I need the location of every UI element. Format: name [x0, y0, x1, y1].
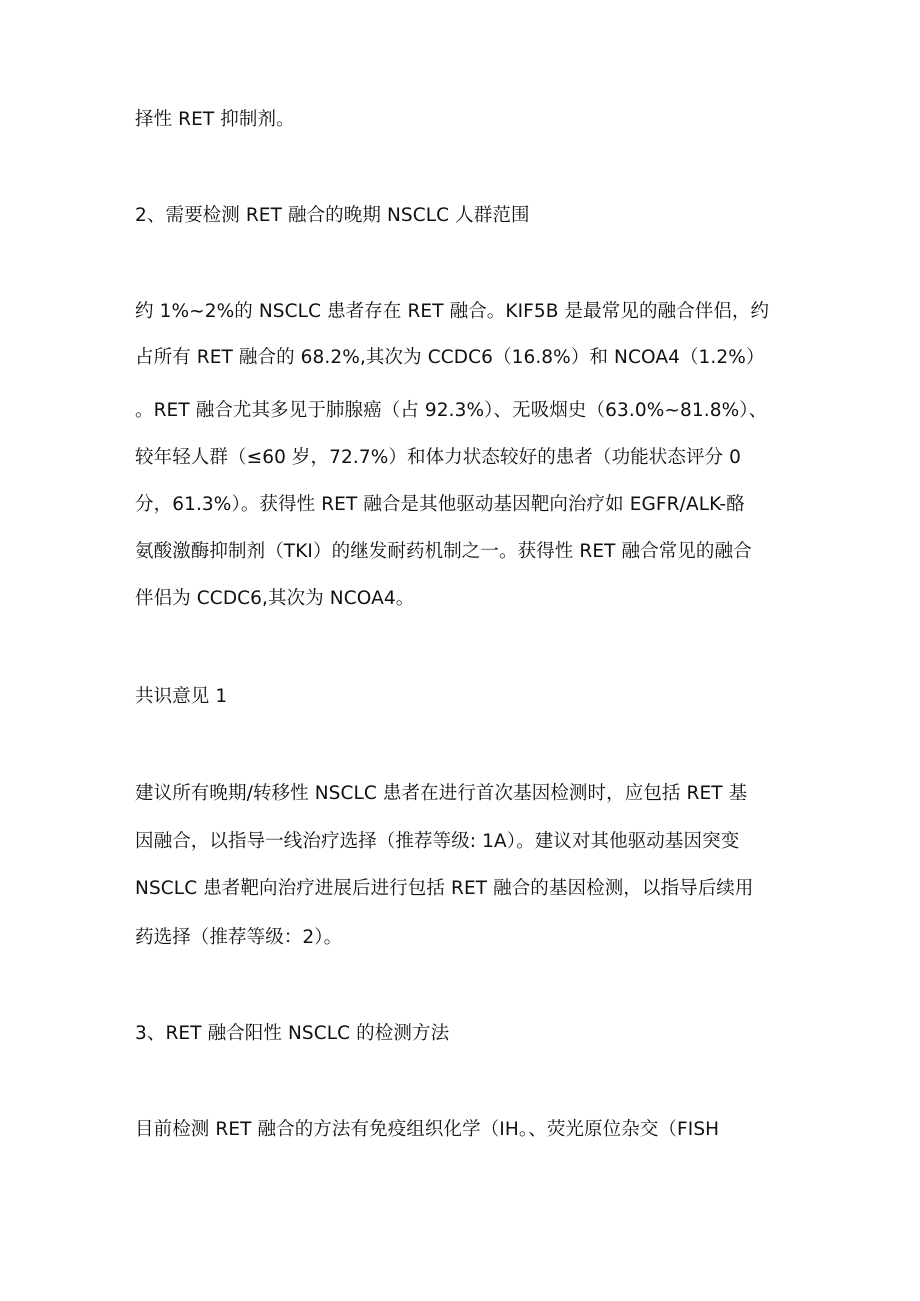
- consensus-heading: 共识意见 1: [135, 686, 228, 707]
- paragraph-line: 目前检测 RET 融合的方法有免疫组织化学（IH。、荧光原位杂交（FISH: [135, 1119, 720, 1140]
- paragraph-line: 较年轻人群（≤60 岁，72.7%）和体力状态较好的患者（功能状态评分 0: [135, 447, 742, 468]
- paragraph-line: 约 1%~2%的 NSCLC 患者存在 RET 融合。KIF5B 是最常见的融合伴侣，约: [135, 301, 770, 322]
- paragraph-line: 分，61.3%）。获得性 RET 融合是其他驱动基因靶向治疗如 EGFR/ALK-酪: [135, 494, 745, 515]
- paragraph-line: 氨酸激酶抑制剂（TKI）的继发耐药机制之一。获得性 RET 融合常见的融合: [135, 541, 752, 562]
- section-heading: 3、RET 融合阳性 NSCLC 的检测方法: [135, 1023, 450, 1044]
- paragraph-line: 伴侣为 CCDC6,其次为 NCOA4。: [135, 588, 415, 609]
- paragraph-line: 药选择（推荐等级：2）。: [135, 927, 343, 948]
- paragraph-line: 建议所有晚期/转移性 NSCLC 患者在进行首次基因检测时，应包括 RET 基: [135, 783, 748, 804]
- paragraph-line: 因融合，以指导一线治疗选择（推荐等级: 1A）。建议对其他驱动基因突变: [135, 831, 740, 852]
- paragraph-line: NSCLC 患者靶向治疗进展后进行包括 RET 融合的基因检测，以指导后续用: [135, 878, 754, 899]
- paragraph-line: 占所有 RET 融合的 68.2%,其次为 CCDC6（16.8%）和 NCOA4（1.2%）: [135, 347, 765, 368]
- paragraph-line: 择性 RET 抑制剂。: [135, 109, 295, 130]
- section-heading: 2、需要检测 RET 融合的晚期 NSCLC 人群范围: [135, 205, 530, 226]
- paragraph-line: 。RET 融合尤其多见于肺腺癌（占 92.3%）、无吸烟史（63.0%~81.8%）、: [135, 400, 768, 421]
